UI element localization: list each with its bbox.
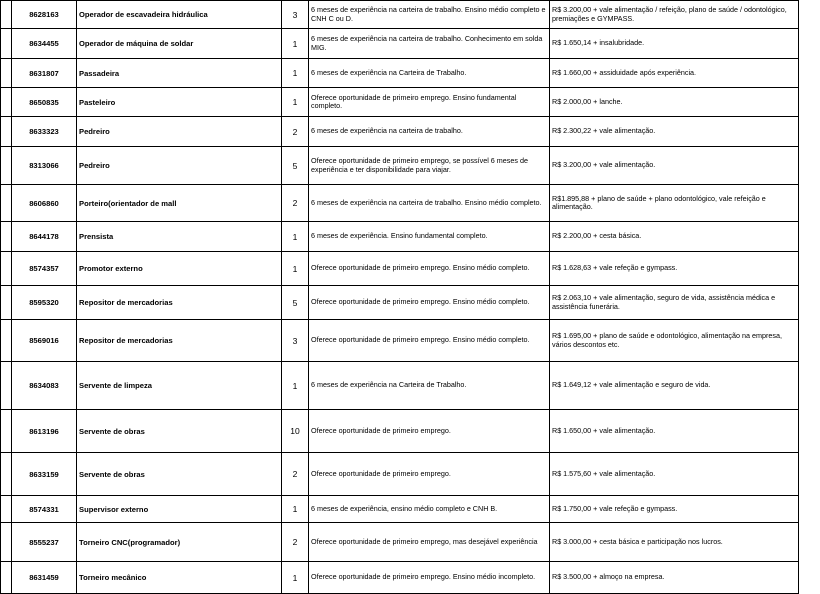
job-title-cell: Pedreiro	[77, 147, 282, 185]
row-margin-cell	[1, 117, 12, 147]
requirements-cell: Oferece oportunidade de primeiro emprego. Ensino médio completo.	[309, 252, 550, 286]
requirements-cell: Oferece oportunidade de primeiro emprego.	[309, 453, 550, 496]
vacancies-cell: 1	[282, 222, 309, 252]
row-margin-cell	[1, 29, 12, 59]
vacancies-cell: 1	[282, 562, 309, 594]
row-margin-cell	[1, 59, 12, 88]
salary-benefits-cell: R$ 1.575,60 + vale alimentação.	[550, 453, 799, 496]
job-title-cell: Supervisor externo	[77, 496, 282, 523]
job-code-cell: 8633159	[12, 453, 77, 496]
salary-benefits-cell: R$ 1.750,00 + vale refeção e gympass.	[550, 496, 799, 523]
job-code-cell: 8634083	[12, 362, 77, 410]
row-margin-cell	[1, 147, 12, 185]
job-title-cell: Operador de máquina de soldar	[77, 29, 282, 59]
salary-benefits-cell: R$ 2.063,10 + vale alimentação, seguro de vida, assistência médica e assistência funerária.	[550, 286, 799, 320]
vacancies-cell: 2	[282, 117, 309, 147]
requirements-cell: Oferece oportunidade de primeiro emprego. Ensino médio incompleto.	[309, 562, 550, 594]
job-title-cell: Passadeira	[77, 59, 282, 88]
table-row	[1, 320, 799, 362]
vacancies-cell: 3	[282, 1, 309, 29]
vacancies-cell: 3	[282, 320, 309, 362]
row-margin-cell	[1, 562, 12, 594]
salary-benefits-cell: R$ 1.649,12 + vale alimentação e seguro de vida.	[550, 362, 799, 410]
vacancies-cell: 1	[282, 362, 309, 410]
job-title-cell: Servente de obras	[77, 453, 282, 496]
salary-benefits-cell: R$1.895,88 + plano de saúde + plano odontológico, vale refeição e alimentação.	[550, 185, 799, 222]
table-row	[1, 117, 799, 147]
requirements-cell: Oferece oportunidade de primeiro emprego, se possível 6 meses de experiência e ter disponibilidade para viajar.	[309, 147, 550, 185]
salary-benefits-cell: R$ 1.628,63 + vale refeção e gympass.	[550, 252, 799, 286]
table-row	[1, 453, 799, 496]
vacancies-cell: 1	[282, 252, 309, 286]
requirements-cell: 6 meses de experiência. Ensino fundamental completo.	[309, 222, 550, 252]
table-row	[1, 562, 799, 594]
job-title-cell: Promotor externo	[77, 252, 282, 286]
job-title-cell: Torneiro CNC(programador)	[77, 523, 282, 562]
table-row	[1, 88, 799, 117]
salary-benefits-cell: R$ 2.300,22 + vale alimentação.	[550, 117, 799, 147]
job-title-cell: Porteiro(orientador de mall	[77, 185, 282, 222]
requirements-cell: Oferece oportunidade de primeiro emprego. Ensino médio completo.	[309, 286, 550, 320]
table-row	[1, 222, 799, 252]
job-title-cell: Pedreiro	[77, 117, 282, 147]
job-code-cell: 8634455	[12, 29, 77, 59]
requirements-cell: 6 meses de experiência na carteira de trabalho.	[309, 117, 550, 147]
vacancies-cell: 2	[282, 453, 309, 496]
vacancies-cell: 1	[282, 496, 309, 523]
job-code-cell: 8313066	[12, 147, 77, 185]
table-row	[1, 410, 799, 453]
job-code-cell: 8574357	[12, 252, 77, 286]
table-row	[1, 496, 799, 523]
salary-benefits-cell: R$ 3.200,00 + vale alimentação / refeição, plano de saúde / odontológico, premiações e GYMPASS.	[550, 1, 799, 29]
job-title-cell: Prensista	[77, 222, 282, 252]
row-margin-cell	[1, 320, 12, 362]
row-margin-cell	[1, 362, 12, 410]
vacancies-cell: 2	[282, 523, 309, 562]
requirements-cell: 6 meses de experiência na carteira de trabalho. Conhecimento em solda MIG.	[309, 29, 550, 59]
job-title-cell: Torneiro mecânico	[77, 562, 282, 594]
row-margin-cell	[1, 185, 12, 222]
requirements-cell: Oferece oportunidade de primeiro emprego.	[309, 410, 550, 453]
row-margin-cell	[1, 523, 12, 562]
salary-benefits-cell: R$ 2.200,00 + cesta básica.	[550, 222, 799, 252]
requirements-cell: Oferece oportunidade de primeiro emprego. Ensino fundamental completo.	[309, 88, 550, 117]
table-row	[1, 252, 799, 286]
requirements-cell: 6 meses de experiência, ensino médio completo e CNH B.	[309, 496, 550, 523]
job-code-cell: 8555237	[12, 523, 77, 562]
job-code-cell: 8633323	[12, 117, 77, 147]
table-row	[1, 29, 799, 59]
job-code-cell: 8650835	[12, 88, 77, 117]
job-code-cell: 8595320	[12, 286, 77, 320]
job-title-cell: Servente de limpeza	[77, 362, 282, 410]
table-body	[1, 1, 799, 594]
table-row	[1, 1, 799, 29]
job-code-cell: 8613196	[12, 410, 77, 453]
vacancies-cell: 5	[282, 147, 309, 185]
job-code-cell: 8628163	[12, 1, 77, 29]
requirements-cell: Oferece oportunidade de primeiro emprego. Ensino médio completo.	[309, 320, 550, 362]
salary-benefits-cell: R$ 3.000,00 + cesta básica e participação nos lucros.	[550, 523, 799, 562]
salary-benefits-cell: R$ 1.660,00 + assiduidade após experiência.	[550, 59, 799, 88]
salary-benefits-cell: R$ 1.650,00 + vale alimentação.	[550, 410, 799, 453]
requirements-cell: 6 meses de experiência na Carteira de Trabalho.	[309, 362, 550, 410]
row-margin-cell	[1, 453, 12, 496]
salary-benefits-cell: R$ 2.000,00 + lanche.	[550, 88, 799, 117]
job-code-cell: 8631807	[12, 59, 77, 88]
job-title-cell: Repositor de mercadorias	[77, 286, 282, 320]
salary-benefits-cell: R$ 1.695,00 + plano de saúde e odontológico, alimentação na empresa, vários descontos etc.	[550, 320, 799, 362]
job-code-cell: 8606860	[12, 185, 77, 222]
row-margin-cell	[1, 88, 12, 117]
vacancies-cell: 2	[282, 185, 309, 222]
job-code-cell: 8574331	[12, 496, 77, 523]
requirements-cell: 6 meses de experiência na Carteira de Trabalho.	[309, 59, 550, 88]
row-margin-cell	[1, 222, 12, 252]
job-code-cell: 8569016	[12, 320, 77, 362]
table-row	[1, 523, 799, 562]
table-row	[1, 59, 799, 88]
job-code-cell: 8644178	[12, 222, 77, 252]
salary-benefits-cell: R$ 3.500,00 + almoço na empresa.	[550, 562, 799, 594]
job-title-cell: Pasteleiro	[77, 88, 282, 117]
requirements-cell: 6 meses de experiência na carteira de trabalho. Ensino médio completo e CNH C ou D.	[309, 1, 550, 29]
requirements-cell: 6 meses de experiência na carteira de trabalho. Ensino médio completo.	[309, 185, 550, 222]
vacancies-cell: 1	[282, 29, 309, 59]
row-margin-cell	[1, 286, 12, 320]
table-row	[1, 286, 799, 320]
job-title-cell: Servente de obras	[77, 410, 282, 453]
salary-benefits-cell: R$ 1.650,14 + insalubridade.	[550, 29, 799, 59]
table-row	[1, 185, 799, 222]
row-margin-cell	[1, 1, 12, 29]
table-row	[1, 147, 799, 185]
vacancies-cell: 1	[282, 88, 309, 117]
row-margin-cell	[1, 252, 12, 286]
table-row	[1, 362, 799, 410]
vacancies-cell: 10	[282, 410, 309, 453]
row-margin-cell	[1, 496, 12, 523]
requirements-cell: Oferece oportunidade de primeiro emprego, mas desejável experiência	[309, 523, 550, 562]
job-title-cell: Repositor de mercadorias	[77, 320, 282, 362]
vacancies-cell: 5	[282, 286, 309, 320]
job-title-cell: Operador de escavadeira hidráulica	[77, 1, 282, 29]
vacancies-cell: 1	[282, 59, 309, 88]
row-margin-cell	[1, 410, 12, 453]
salary-benefits-cell: R$ 3.200,00 + vale alimentação.	[550, 147, 799, 185]
job-code-cell: 8631459	[12, 562, 77, 594]
